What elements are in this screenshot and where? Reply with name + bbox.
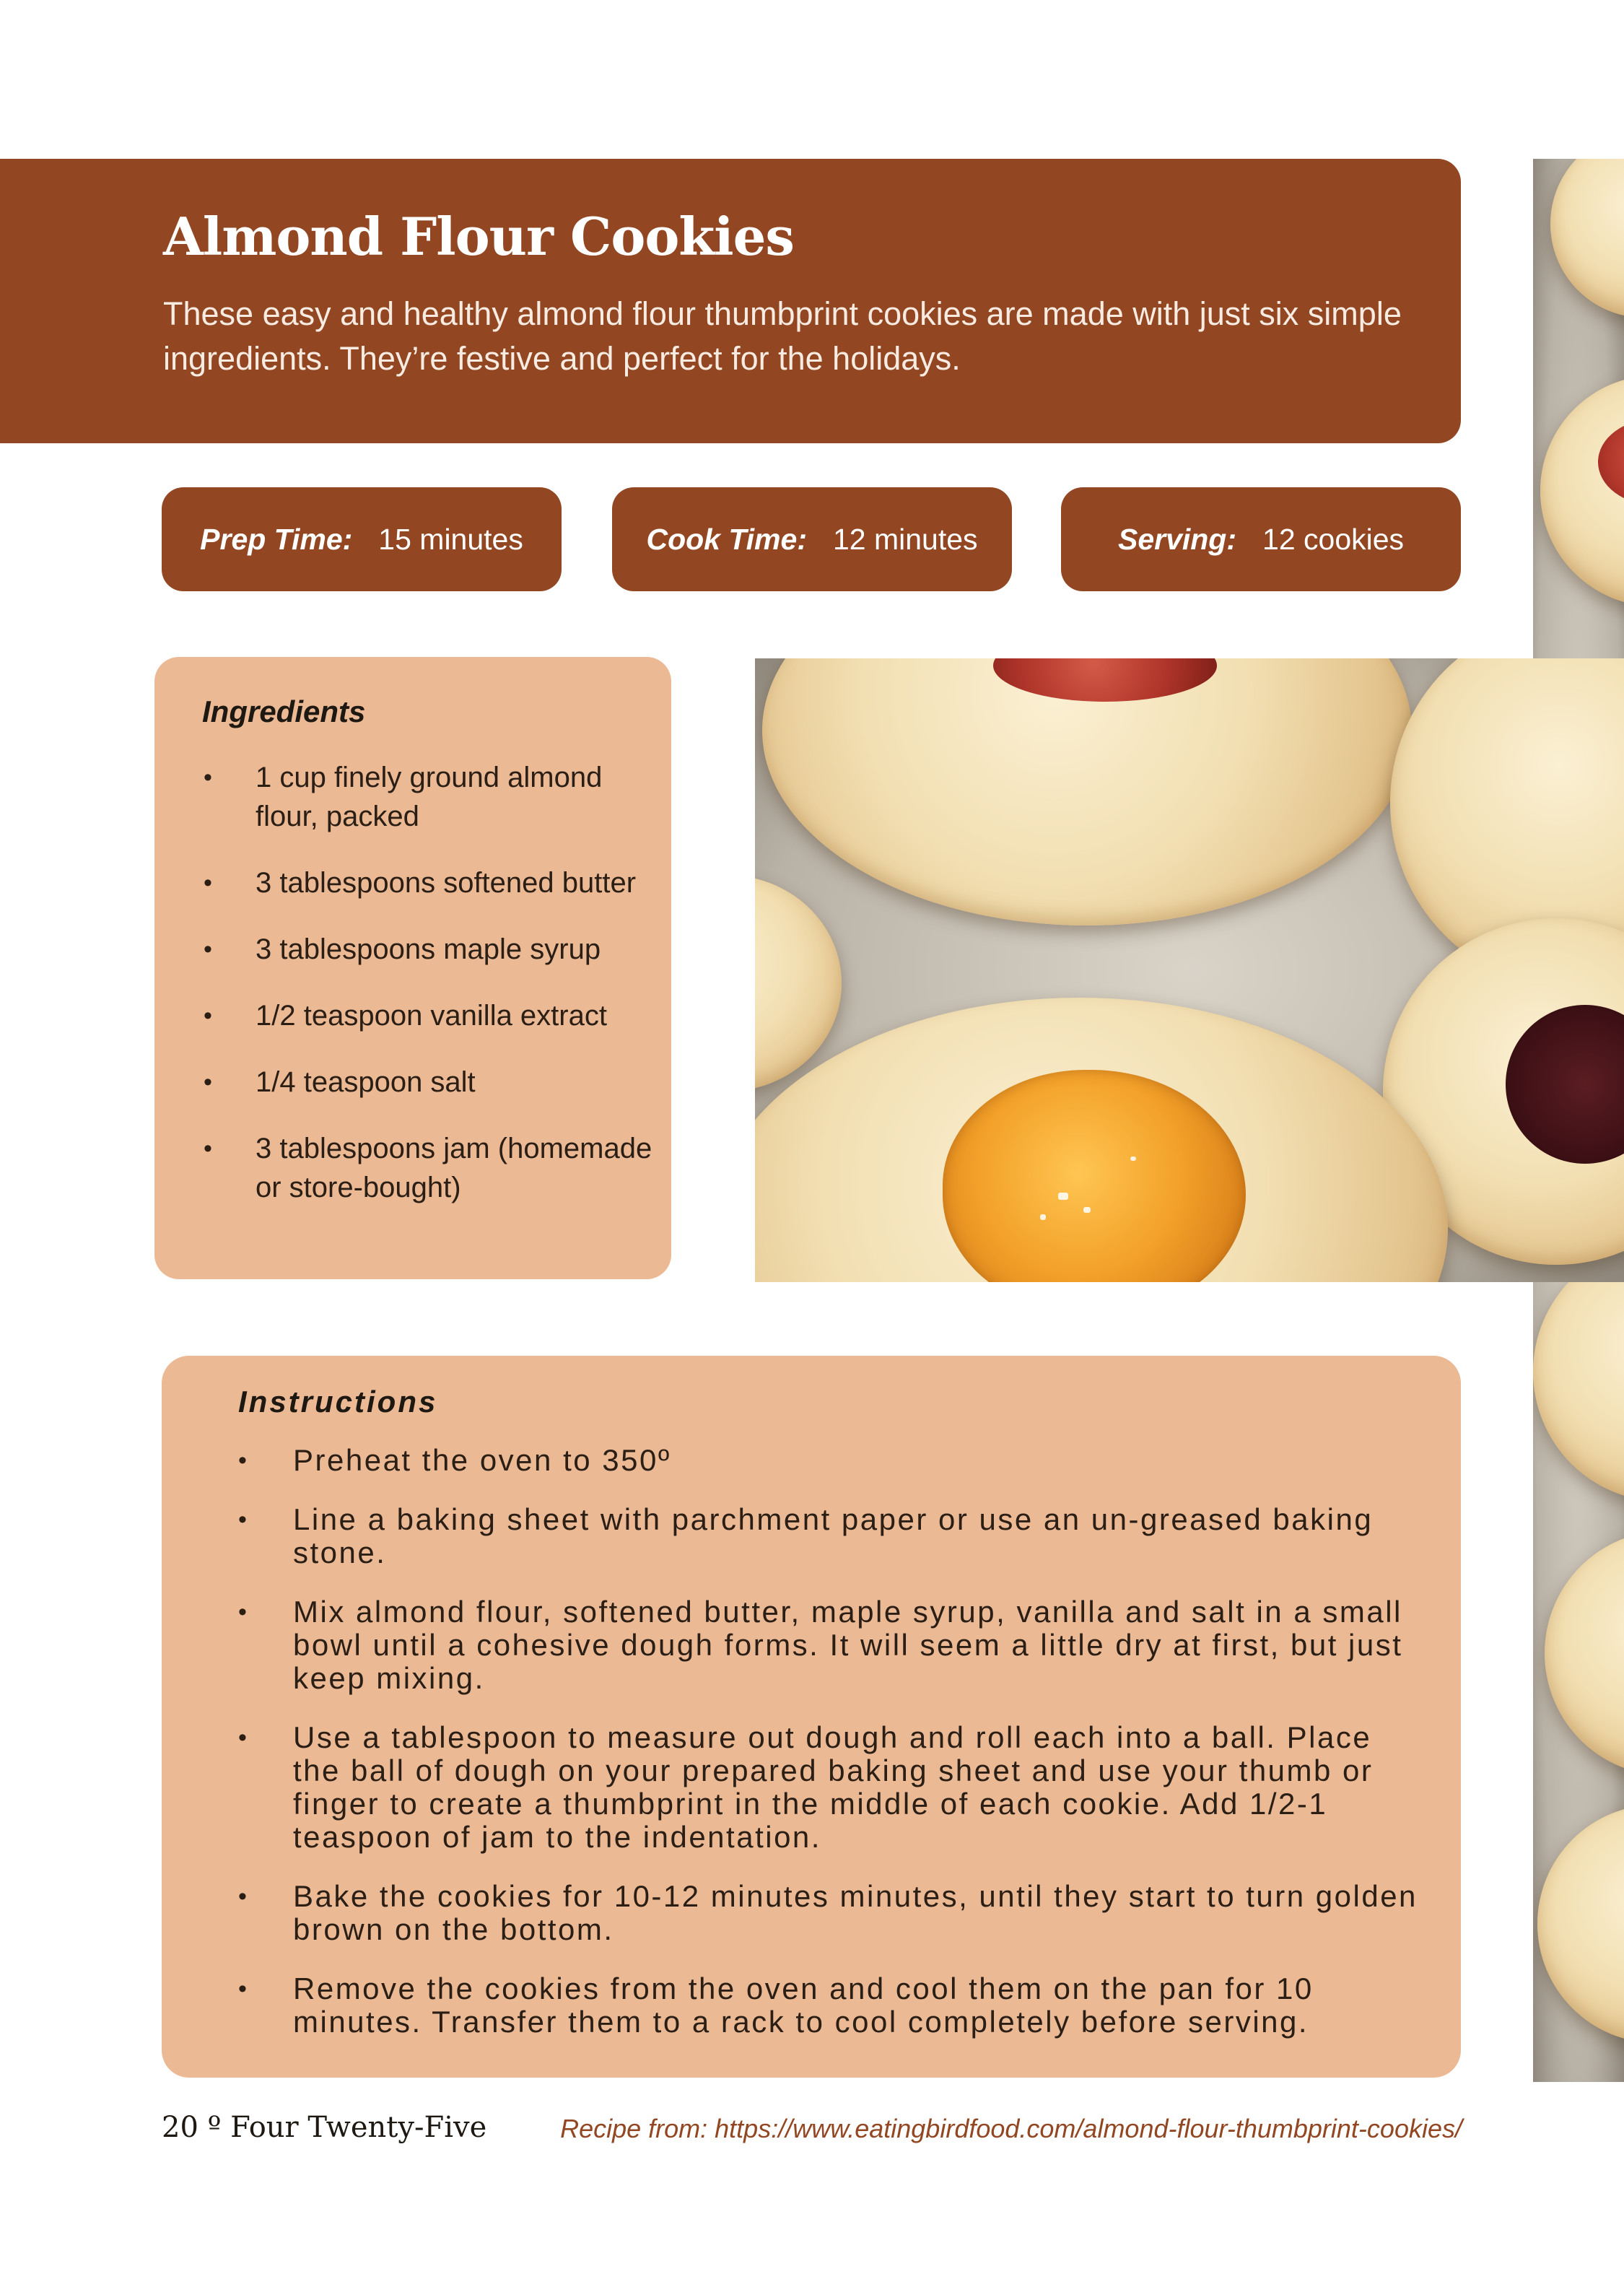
serving-badge [1061, 487, 1461, 591]
cook-time-label: Cook Time: [646, 522, 807, 556]
instruction-step: • Mix almond flour, softened butter, maple syrup, vanilla and salt in a small bowl until a cohesive dough forms. It will seem a little dry at first, but just keep mixing. [238, 1595, 1422, 1695]
prep-time-badge [162, 487, 562, 591]
recipe-title: Almond Flour Cookies [163, 206, 794, 267]
serving-label: Serving: [1117, 522, 1237, 556]
ingredients-heading: Ingredients [202, 694, 366, 728]
cook-time-badge [612, 487, 1012, 591]
instructions-list [238, 1444, 1422, 2065]
instruction-step: • Remove the cookies from the oven and cool them on the pan for 10 minutes. Transfer them to a rack to cool completely before serving. [238, 1972, 1422, 2039]
ingredient-item: • 1 cup finely ground almond flour, packed [202, 758, 664, 836]
instruction-step: • Use a tablespoon to measure out dough and roll each into a ball. Place the ball of dough on your prepared baking sheet and use your thumb or finger to create a thumbprint in the middle of each cookie. Add 1/2-1 teaspoon of jam to the indentation. [238, 1721, 1422, 1854]
instruction-step: • Bake the cookies for 10-12 minutes minutes, until they start to turn golden brown on the bottom. [238, 1880, 1422, 1946]
ingredient-item: • 3 tablespoons jam (homemade or store-bought) [202, 1129, 664, 1207]
ingredient-item: • 3 tablespoons maple syrup [202, 930, 664, 969]
ingredient-item: • 1/2 teaspoon vanilla extract [202, 996, 664, 1035]
instruction-step: • Preheat the oven to 350º [238, 1444, 1422, 1477]
ingredients-list [202, 758, 664, 1234]
page-footer: 20 º Four Twenty-Five [162, 2111, 487, 2144]
recipe-description: These easy and healthy almond flour thumbprint cookies are made with just six simple ingredients. They’re festive and perfect for the holidays. [163, 295, 1402, 377]
prep-time-label: Prep Time: [200, 522, 353, 556]
instructions-heading: Instructions [238, 1385, 438, 1419]
cook-time-value: 12 minutes [832, 522, 978, 556]
instruction-step: • Line a baking sheet with parchment paper or use an un-greased baking stone. [238, 1503, 1422, 1569]
serving-value: 12 cookies [1262, 522, 1405, 556]
ingredient-item: • 1/4 teaspoon salt [202, 1063, 664, 1102]
ingredient-item: • 3 tablespoons softened butter [202, 863, 664, 902]
cookie-photo [755, 658, 1624, 1282]
recipe-source: Recipe from: https://www.eatingbirdfood.com/almond-flour-thumbprint-cookies/ [560, 2114, 1462, 2143]
prep-time-value: 15 minutes [378, 522, 523, 556]
